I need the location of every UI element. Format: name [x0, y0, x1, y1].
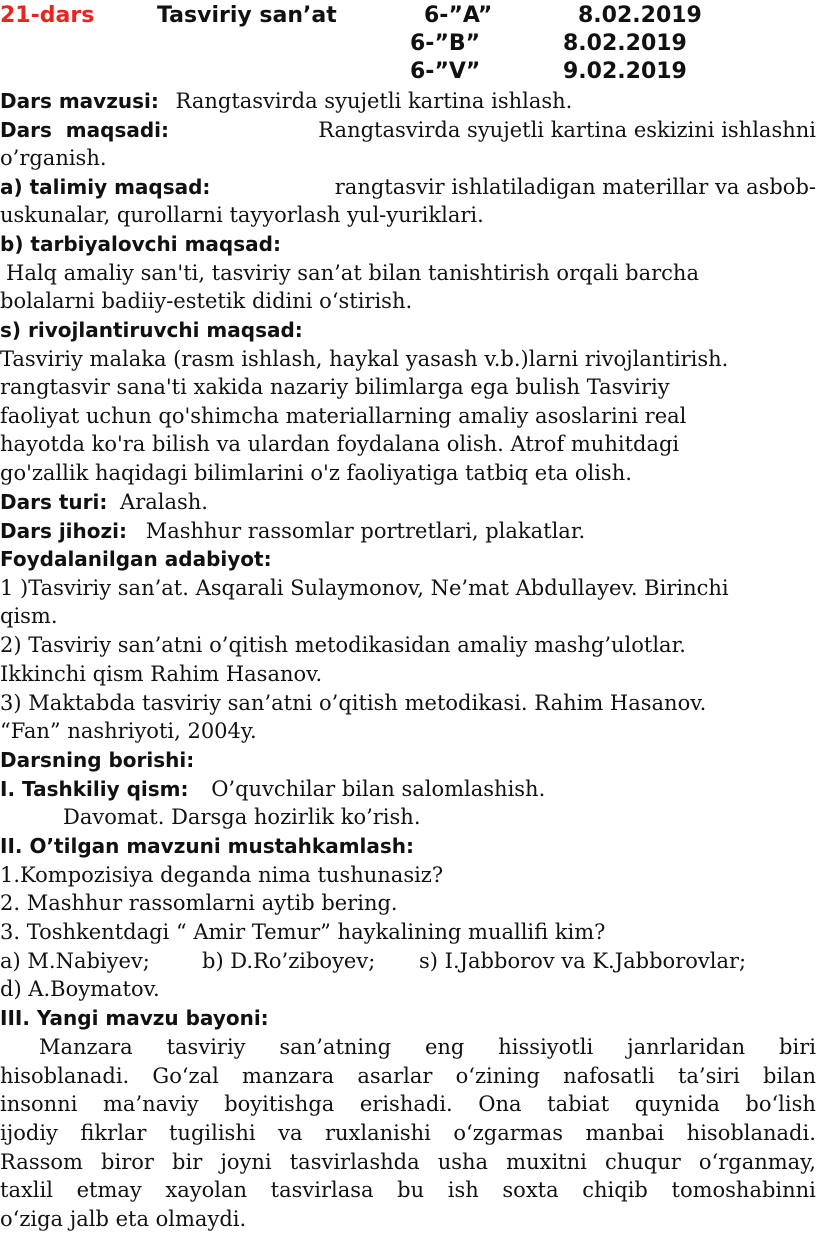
word: o‘zgarmas — [453, 1121, 563, 1145]
references-heading-line — [0, 545, 816, 573]
header-row-1 — [0, 2, 816, 30]
class-label: 6-”B” — [410, 31, 481, 56]
topic-label: Dars mavzusi: — [0, 89, 159, 113]
word: hisoblanadi. — [686, 1121, 816, 1145]
class-date: 9.02.2019 — [563, 59, 687, 84]
word: bir — [172, 1150, 203, 1174]
word: tomoshabinni — [671, 1178, 816, 1202]
development-goal-text: faoliyat uchun qo'shimcha materiallarning amaliy asoslarini real — [0, 404, 687, 428]
lesson-flow-label: Darsning borishi: — [0, 748, 195, 772]
new-topic-text — [0, 1148, 816, 1176]
class-date: 8.02.2019 — [563, 31, 687, 56]
development-goal-text: Tasviriy malaka (rasm ishlash, haykal yasash v.b.)larni rivojlantirish. — [0, 347, 729, 371]
word: Ona — [478, 1092, 522, 1116]
review-label: II. O’tilgan mavzuni mustahkamlash: — [0, 834, 415, 858]
review-heading-line — [0, 832, 816, 860]
reference-item: “Fan” nashriyoti, 2004y. — [0, 719, 257, 743]
class-label: 6-”A” — [424, 3, 493, 28]
word: Manzara — [39, 1035, 133, 1059]
development-goal-text: hayotda ko'ra bilish va ulardan foydalana olish. Atrof muhitdagi — [0, 432, 680, 456]
word: hissiyotli — [498, 1035, 594, 1059]
word: o‘zining — [455, 1064, 540, 1088]
word: hisoblanadi. — [0, 1064, 130, 1088]
class-date: 8.02.2019 — [578, 3, 702, 28]
educational-goal-cont: uskunalar, qurollarni tayyorlash yul-yuriklari. — [0, 203, 484, 227]
word: san’atning — [279, 1035, 392, 1059]
header-row-3 — [0, 58, 816, 86]
development-goal-text: rangtasvir sana'ti xakida nazariy bilimlarga ega bulish Tasviriy — [0, 375, 670, 399]
word: tasvirlashda — [289, 1150, 420, 1174]
word: tasvirlasa — [270, 1178, 374, 1202]
word: Go‘zal — [152, 1064, 219, 1088]
word: ish — [447, 1178, 479, 1202]
topic-line — [0, 87, 816, 115]
word: asarlar — [357, 1064, 433, 1088]
review-question: 1.Kompozisiya deganda nima tushunasiz? — [0, 863, 444, 887]
equipment-label: Dars jihozi: — [0, 519, 128, 543]
reference-item: 2) Tasviriy san’atni o’qitish metodikasidan amaliy mashg’ulotlar. — [0, 633, 686, 657]
reference-item: 3) Maktabda tasviriy san’atni o’qitish metodikasi. Rahim Hasanov. — [0, 691, 707, 715]
word: manzara — [242, 1064, 335, 1088]
word: va — [278, 1121, 303, 1145]
answer-option: b) D.Ro’ziboyev; — [202, 949, 376, 973]
word: nafosatli — [563, 1064, 655, 1088]
lesson-type-line — [0, 488, 816, 516]
new-topic-text — [0, 1062, 816, 1090]
equipment-line — [0, 517, 816, 545]
header-row-2 — [0, 30, 816, 58]
word: xayolan — [165, 1178, 248, 1202]
upbringing-goal-text: Halq amaliy san'ti, tasviriy san’at bilan tanishtirish orqali barcha — [6, 261, 699, 285]
development-goal-heading-line — [0, 316, 816, 344]
word: bo‘lish — [745, 1092, 816, 1116]
topic-text: Rangtasvirda syujetli kartina ishlash. — [175, 89, 573, 113]
word: biror — [101, 1150, 154, 1174]
review-question: 3. Toshkentdagi “ Amir Temur” haykalining muallifi kim? — [0, 920, 606, 944]
word: Rassom — [0, 1150, 83, 1174]
goal-label: Dars maqsadi: — [0, 118, 170, 142]
answer-option: a) M.Nabiyev; — [0, 949, 150, 973]
answer-option: d) A.Boymatov. — [0, 977, 160, 1001]
educational-goal-label: a) talimiy maqsad: — [0, 175, 211, 199]
lesson-type-label: Dars turi: — [0, 490, 108, 514]
new-topic-text — [0, 1119, 816, 1147]
new-topic-label: III. Yangi mavzu bayoni: — [0, 1006, 269, 1030]
lesson-number: 21-dars — [0, 3, 95, 28]
new-topic-text: o‘ziga jalb eta olmaydi. — [0, 1207, 247, 1231]
answer-option: s) I.Jabborov va K.Jabborovlar; — [419, 949, 747, 973]
educational-goal-line — [0, 173, 816, 201]
word: ruxlanishi — [324, 1121, 431, 1145]
new-topic-text — [0, 1090, 816, 1118]
word: chiqib — [582, 1178, 648, 1202]
word: etmay — [76, 1178, 142, 1202]
word: tabiat — [547, 1092, 610, 1116]
new-topic-text — [0, 1176, 816, 1204]
upbringing-goal-label: b) tarbiyalovchi maqsad: — [0, 232, 281, 256]
subject-title: Tasviriy san’at — [157, 3, 337, 28]
organizational-text: O’quvchilar bilan salomlashish. — [211, 777, 546, 801]
word: muxitni — [506, 1150, 587, 1174]
word: ijodiy — [0, 1121, 58, 1145]
word: soxta — [502, 1178, 559, 1202]
word: ta’siri — [677, 1064, 740, 1088]
word: ma’naviy — [103, 1092, 199, 1116]
word: joyni — [220, 1150, 272, 1174]
organizational-line — [0, 775, 816, 803]
lesson-type-text: Aralash. — [120, 490, 208, 514]
word: usha — [437, 1150, 489, 1174]
upbringing-goal-heading-line — [0, 230, 816, 258]
reference-item: 1 )Tasviriy san’at. Asqarali Sulaymonov, Ne’mat Abdullayev. Birinchi — [0, 576, 729, 600]
word: taxlil — [0, 1178, 53, 1202]
word: insonni — [0, 1092, 78, 1116]
word: quynida — [634, 1092, 720, 1116]
word: bu — [397, 1178, 425, 1202]
word: o‘rganmay, — [698, 1150, 816, 1174]
goal-cont: o’rganish. — [0, 146, 107, 170]
lesson-flow-heading-line — [0, 746, 816, 774]
equipment-text: Mashhur rassomlar portretlari, plakatlar. — [145, 519, 586, 543]
goal-text: Rangtasvirda syujetli kartina eskizini ishlashni — [318, 118, 816, 142]
development-goal-label: s) rivojlantiruvchi maqsad: — [0, 318, 303, 342]
word: tasviriy — [166, 1035, 246, 1059]
word: tugilishi — [168, 1121, 256, 1145]
reference-item: Ikkinchi qism Rahim Hasanov. — [0, 662, 323, 686]
organizational-label: I. Tashkiliy qism: — [0, 777, 189, 801]
word: eng — [424, 1035, 465, 1059]
organizational-cont: Davomat. Darsga hozirlik ko’rish. — [63, 805, 421, 829]
goal-line — [0, 116, 816, 144]
reference-item: qism. — [0, 604, 58, 628]
word: fikrlar — [80, 1121, 147, 1145]
word: biri — [779, 1035, 816, 1059]
word: manbai — [585, 1121, 665, 1145]
word: erishadi. — [359, 1092, 453, 1116]
references-label: Foydalanilgan adabiyot: — [0, 547, 272, 571]
upbringing-goal-text: bolalarni badiiy-estetik didini o‘stirish. — [0, 289, 413, 313]
new-topic-text — [0, 1033, 816, 1061]
word: chuqur — [604, 1150, 681, 1174]
review-question: 2. Mashhur rassomlarni aytib bering. — [0, 891, 398, 915]
word: janrlaridan — [627, 1035, 746, 1059]
educational-goal-text: rangtasvir ishlatiladigan materillar va asbob- — [334, 175, 816, 199]
new-topic-heading-line — [0, 1004, 816, 1032]
word: bilan — [763, 1064, 816, 1088]
class-label: 6-”V” — [410, 59, 481, 84]
development-goal-text: go'zallik haqidagi bilimlarini o'z faoliyatiga tatbiq eta olish. — [0, 461, 632, 485]
word: boyitishga — [224, 1092, 335, 1116]
answer-options-line — [0, 947, 816, 975]
